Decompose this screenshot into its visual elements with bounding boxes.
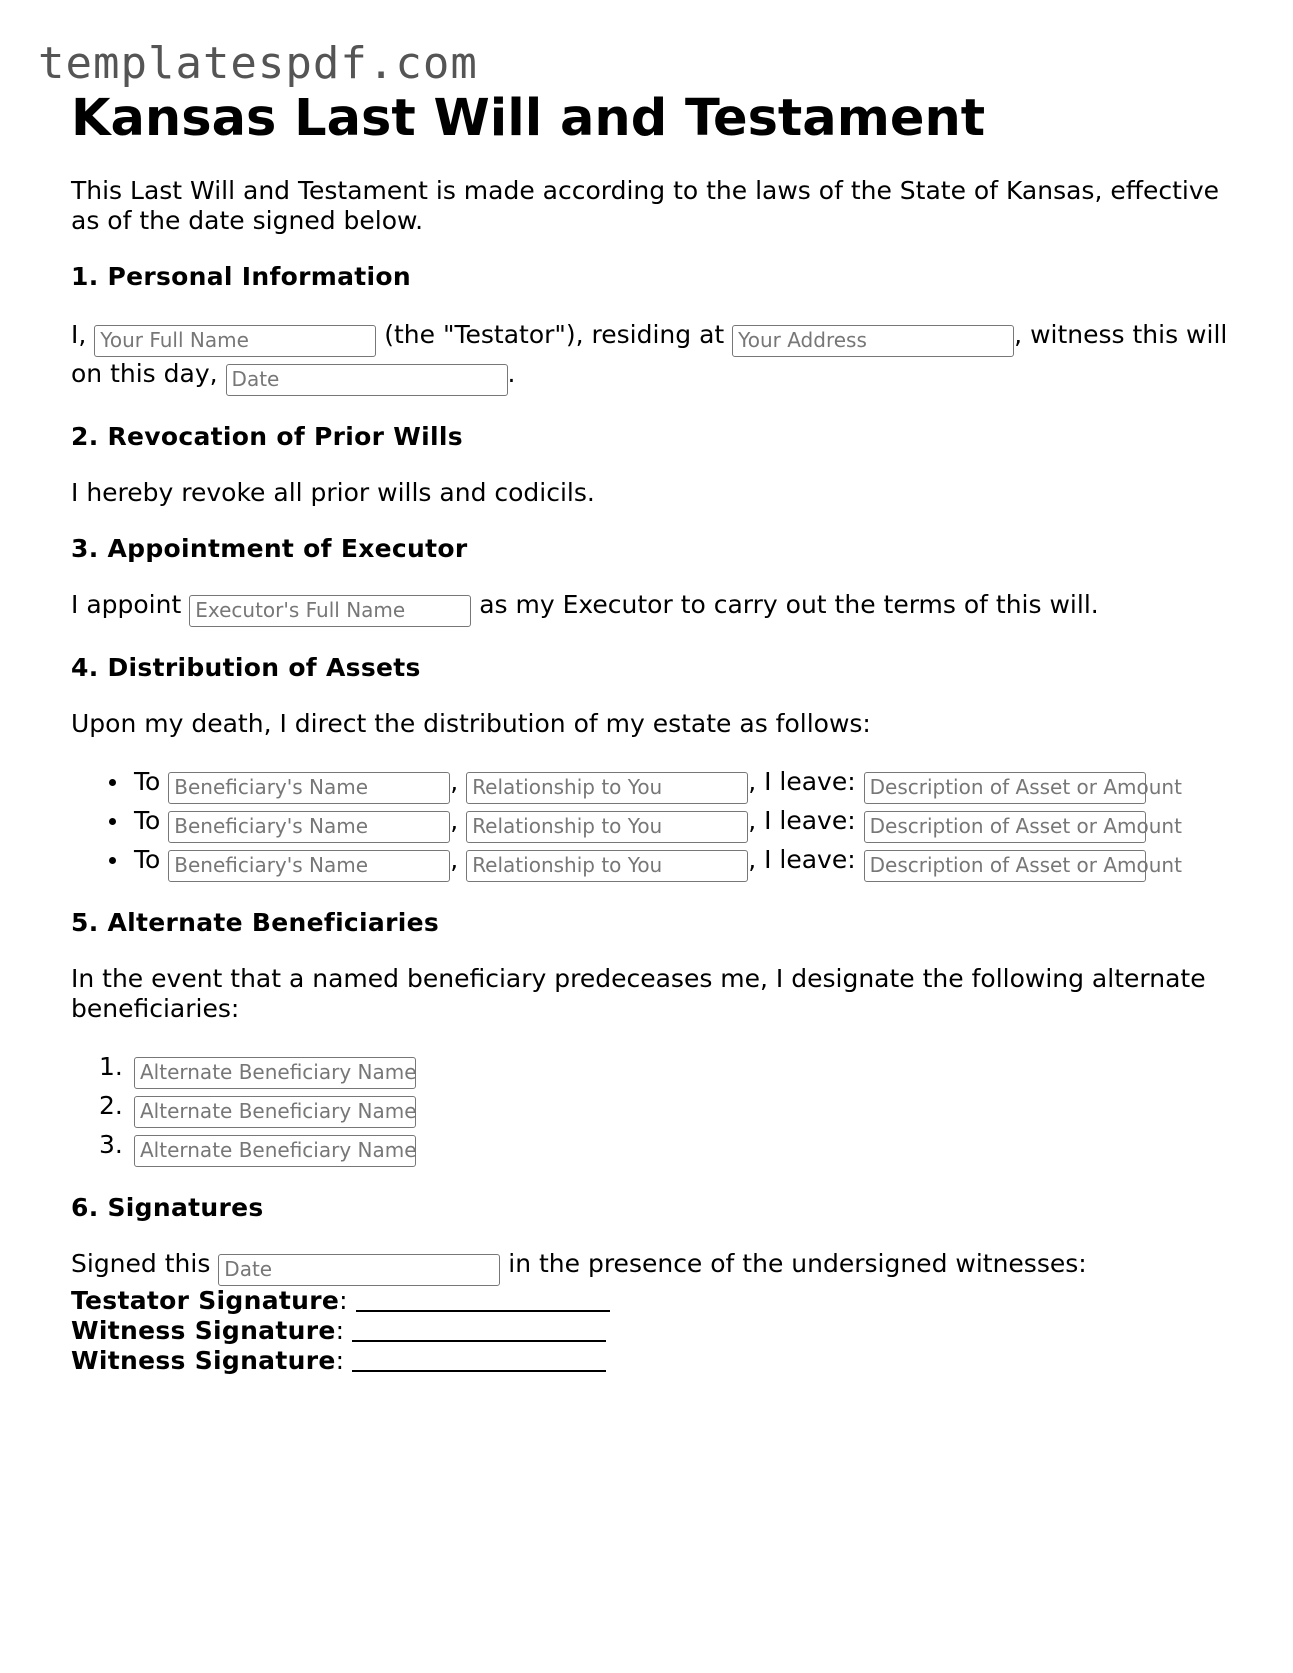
full-name-field[interactable]: Your Full Name: [94, 325, 376, 357]
list-item: [134, 843, 1231, 882]
list-number: 3.: [99, 1130, 123, 1159]
alternate-beneficiary-field[interactable]: Alternate Beneficiary Name: [134, 1135, 416, 1167]
beneficiary-name-field[interactable]: Beneficiary's Name: [168, 772, 450, 804]
text-i-leave: , I leave:: [748, 806, 856, 835]
beneficiary-name-field[interactable]: Beneficiary's Name: [168, 811, 450, 843]
witness-signature-blank[interactable]: [352, 1346, 606, 1372]
text-i-appoint: I appoint: [71, 590, 182, 619]
list-item: [134, 765, 1231, 804]
witness-signature-blank[interactable]: [352, 1316, 606, 1342]
beneficiary-name-field[interactable]: Beneficiary's Name: [168, 850, 450, 882]
testator-signature-label: Testator Signature: [71, 1286, 340, 1315]
text-to: To: [134, 845, 161, 874]
relationship-field[interactable]: Relationship to You: [466, 850, 748, 882]
witness-signature-line: [71, 1316, 1231, 1346]
section-revocation-heading: 2. Revocation of Prior Wills: [71, 422, 463, 451]
text-colon: :: [335, 1346, 345, 1375]
asset-description-field[interactable]: Description of Asset or Amount: [864, 850, 1146, 882]
list-item: [99, 1089, 1231, 1128]
text-comma: ,: [450, 806, 459, 835]
document: [71, 86, 1231, 1376]
list-item: [99, 1050, 1231, 1089]
address-field[interactable]: Your Address: [732, 325, 1014, 357]
text-to: To: [134, 767, 161, 796]
text-testator-residing: (the "Testator"), residing at: [384, 320, 725, 349]
intro-text: This Last Will and Testament is made according to the laws of the State of Kansas, effective as of the date signed below.: [71, 176, 1219, 235]
asset-description-field[interactable]: Description of Asset or Amount: [864, 811, 1146, 843]
text-comma: ,: [450, 767, 459, 796]
text-comma: ,: [450, 845, 459, 874]
text-i: I,: [71, 320, 87, 349]
list-number: 2.: [99, 1091, 123, 1120]
text-period: .: [507, 359, 516, 388]
list-item: [134, 804, 1231, 843]
text-to: To: [134, 806, 161, 835]
text-colon: :: [335, 1316, 345, 1345]
watermark: templatespdf.com: [38, 38, 478, 89]
date-field[interactable]: Date: [226, 364, 508, 396]
testator-signature-line: [71, 1286, 1231, 1316]
relationship-field[interactable]: Relationship to You: [466, 811, 748, 843]
text-i-leave: , I leave:: [748, 767, 856, 796]
section-executor-heading: 3. Appointment of Executor: [71, 534, 468, 563]
text-signed-this: Signed this: [71, 1249, 211, 1278]
text-presence-witnesses: in the presence of the undersigned witnesses:: [508, 1249, 1087, 1278]
section-distribution-heading: 4. Distribution of Assets: [71, 653, 421, 682]
list-item: [99, 1128, 1231, 1167]
signed-paragraph: [71, 1249, 1231, 1286]
section-alternates-heading: 5. Alternate Beneficiaries: [71, 908, 440, 937]
section-personal-heading: 1. Personal Information: [71, 262, 411, 291]
page-title: Kansas Last Will and Testament: [71, 89, 986, 148]
alternate-beneficiary-field[interactable]: Alternate Beneficiary Name: [134, 1057, 416, 1089]
text-colon: :: [339, 1286, 348, 1315]
text-witness-day: , witness this will on this day,: [71, 320, 1228, 388]
witness-signature-label: Witness Signature: [71, 1346, 336, 1375]
testator-signature-blank[interactable]: [356, 1286, 610, 1312]
section-signatures-heading: 6. Signatures: [71, 1193, 264, 1222]
signature-date-field[interactable]: Date: [218, 1254, 500, 1286]
alternates-text: In the event that a named beneficiary predeceases me, I designate the following alternate beneficiaries:: [71, 964, 1206, 1023]
witness-signature-line: [71, 1346, 1231, 1376]
revocation-text: I hereby revoke all prior wills and codicils.: [71, 478, 595, 507]
asset-description-field[interactable]: Description of Asset or Amount: [864, 772, 1146, 804]
executor-name-field[interactable]: Executor's Full Name: [189, 595, 471, 627]
relationship-field[interactable]: Relationship to You: [466, 772, 748, 804]
executor-paragraph: [71, 590, 1231, 627]
text-executor-terms: as my Executor to carry out the terms of this will.: [479, 590, 1099, 619]
alternate-beneficiary-field[interactable]: Alternate Beneficiary Name: [134, 1096, 416, 1128]
text-i-leave: , I leave:: [748, 845, 856, 874]
beneficiary-list: [71, 765, 1231, 882]
distribution-text: Upon my death, I direct the distribution of my estate as follows:: [71, 709, 871, 738]
list-number: 1.: [99, 1052, 123, 1081]
personal-paragraph: [71, 318, 1231, 396]
witness-signature-label: Witness Signature: [71, 1316, 336, 1345]
alternate-list: [71, 1050, 1231, 1167]
